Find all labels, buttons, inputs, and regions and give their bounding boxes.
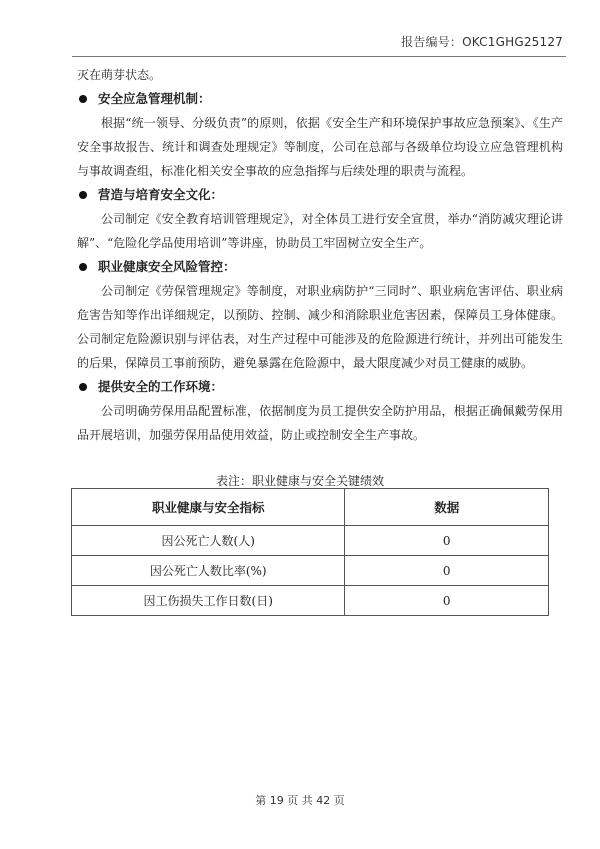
value-cell: 0 (345, 586, 549, 616)
table-row (72, 526, 549, 556)
column-header-indicator: 职业健康与安全指标 (72, 489, 345, 526)
report-number: 报告编号：OKC1GHG25127 (401, 35, 563, 49)
section-heading-text: 营造与培育安全文化： (98, 187, 224, 202)
section-heading (77, 255, 563, 279)
bullet-icon (79, 191, 87, 199)
section-heading-text: 职业健康安全风险管控： (98, 259, 236, 274)
kpi-table (71, 488, 549, 616)
section-paragraph: 根据“统一领导、分级负责”的原则，依据《安全生产和环境保护事故应急预案》、《生产安全事故报告、统计和调查处理规定》等制度，公司在总部与各级单位均设立应急管理机构与事故调查组，标准化相关安全事故的应急指挥与后续处理的职责与流程。 (77, 116, 563, 178)
header-divider (72, 56, 566, 57)
bullet-icon (79, 95, 87, 103)
table-row (72, 556, 549, 586)
section-heading-text: 提供安全的工作环境： (98, 379, 224, 394)
table-caption: 表注：职业健康与安全关键绩效 (215, 474, 384, 488)
section-heading (77, 87, 563, 111)
section-heading-text: 安全应急管理机制： (98, 91, 211, 106)
indicator-cell: 因工伤损失工作日数(日) (72, 586, 345, 616)
indicator-cell: 因公死亡人数比率(%) (72, 556, 345, 586)
table-row (72, 586, 549, 616)
value-cell: 0 (345, 556, 549, 586)
page-number: 第 19 页 共 42 页 (255, 794, 345, 807)
section-heading (77, 183, 563, 207)
section-paragraph: 公司制定《安全教育培训管理规定》，对全体员工进行安全宣贯，举办“消防减灾理论讲解”、“危险化学品使用培训”等讲座，协助员工牢固树立安全生产。 (77, 212, 563, 250)
section-paragraph: 公司明确劳保用品配置标准，依据制度为员工提供安全防护用品，根据正确佩戴劳保用品开展培训，加强劳保用品使用效益，防止或控制安全生产事故。 (77, 404, 563, 442)
intro-line: 灭在萌芽状态。 (77, 68, 162, 82)
table-header-row (72, 489, 549, 526)
section-heading (77, 375, 563, 399)
bullet-icon (79, 263, 87, 271)
document-body (77, 63, 563, 447)
indicator-cell: 因公死亡人数(人) (72, 526, 345, 556)
bullet-icon (79, 383, 87, 391)
section-paragraph: 公司制定《劳保管理规定》等制度，对职业病防护“三同时”、职业病危害评估、职业病危害告知等作出详细规定，以预防、控制、减少和消除职业危害因素，保障员工身体健康。公司制定危险源识别与评估表，对生产过程中可能涉及的危险源进行统计，并列出可能发生的后果，保障员工事前预防，避免暴露在危险源中，最大限度减少对员工健康的威胁。 (77, 284, 563, 370)
column-header-value: 数据 (345, 489, 549, 526)
value-cell: 0 (345, 526, 549, 556)
